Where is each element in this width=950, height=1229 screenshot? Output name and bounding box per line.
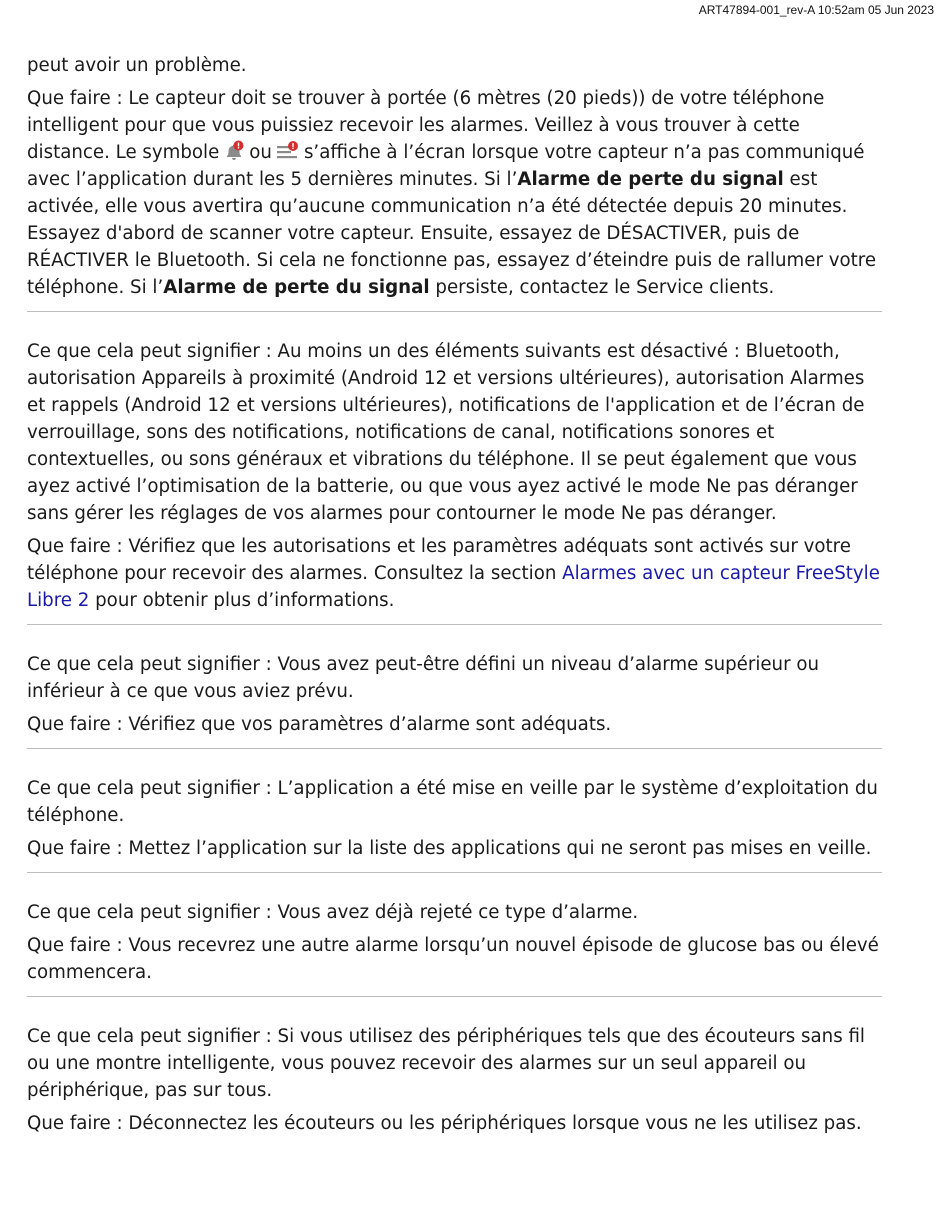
signal-todo-part-2: s’affiche à l’écran lorsque votre capteur n’a pas communiqué avec l’application durant les 5 dernières minutes. Si l’ [27, 142, 865, 190]
sleep-meaning: Ce que cela peut signifier : L’application a été mise en veille par le système d’exploitation du téléphone. [27, 778, 878, 826]
alarms-section-link[interactable]: Alarmes avec un capteur FreeStyle Libre 2 [27, 563, 880, 611]
dismissed-meaning: Ce que cela peut signifier : Vous avez déjà rejeté ce type d’alarme. [27, 902, 639, 923]
section-divider [27, 311, 882, 312]
sleep-what-to-do: Que faire : Mettez l’application sur la liste des applications qui ne seront pas mises en veille. [27, 838, 872, 859]
peripherals-what-to-do: Que faire : Déconnectez les écouteurs ou les périphériques lorsque vous ne les utilisez pas. [27, 1113, 862, 1134]
list-alert-icon [276, 140, 300, 162]
section-divider [27, 996, 882, 997]
signal-todo-part-4: persiste, contactez le Service clients. [429, 277, 775, 298]
levels-meaning: Ce que cela peut signifier : Vous avez peut-être défini un niveau d’alarme supérieur ou inférieur à ce que vous aviez prévu. [27, 654, 819, 702]
or-word: ou [249, 142, 272, 163]
section-divider [27, 748, 882, 749]
signal-todo-part-3: est activée, elle vous avertira qu’aucune communication n’a été détectée depuis 20 minutes. Essayez d'abord de scanner votre capteur. Ensuite, essayez de DÉSACTIVER, puis de RÉACTIVER le Bluetooth. Si cela ne fonctionne pas, essayez d’éteindre puis de rallumer votre téléphone. Si l’ [27, 169, 877, 298]
permissions-todo-after: pour obtenir plus d’informations. [89, 590, 395, 611]
peripherals-meaning: Ce que cela peut signifier : Si vous utilisez des périphériques tels que des écouteurs sans fil ou une montre intelligente, vous pouvez recevoir des alarmes sur un seul appareil ou périphérique, pas sur tous. [27, 1026, 865, 1101]
lead-text: peut avoir un problème. [27, 55, 247, 76]
section-divider [27, 624, 882, 625]
signal-loss-alarm-term: Alarme de perte du signal [517, 169, 784, 190]
permissions-what-to-do [27, 533, 882, 614]
permissions-todo-before: Que faire : Vérifiez que les autorisations et les paramètres adéquats sont activés sur votre téléphone pour recevoir des alarmes. Consultez la section [27, 536, 851, 584]
signal-what-to-do [27, 85, 882, 301]
document-body [27, 52, 882, 1137]
levels-what-to-do: Que faire : Vérifiez que vos paramètres d’alarme sont adéquats. [27, 714, 612, 735]
signal-todo-part-1: Que faire : Le capteur doit se trouver à portée (6 mètres (20 pieds)) de votre téléphone intelligent pour que vous puissiez recevoir les alarmes. Veillez à vous trouver à cette distance. Le symbole [27, 88, 825, 163]
section-divider [27, 872, 882, 873]
permissions-meaning: Ce que cela peut signifier : Au moins un des éléments suivants est désactivé : Bluetooth, autorisation Appareils à proximité (Android 12 et versions ultérieures), autorisation Alarmes et rappels (Android 12 et versions ultérieures), notifications de l'application et de l’écran de verrouillage, sons des notifications, notifications de canal, notifications sonores et contextuelles, ou sons généraux et vibrations du téléphone. Il se peut également que vous ayez activé l’optimisation de la batterie, ou que vous ayez activé le mode Ne pas déranger sans gérer les réglages de vos alarmes pour contourner le mode Ne pas déranger. [27, 341, 865, 524]
signal-loss-alarm-term-2: Alarme de perte du signal [163, 277, 430, 298]
bell-alert-icon [223, 140, 245, 162]
document-reference: ART47894-001_rev-A 10:52am 05 Jun 2023 [698, 3, 934, 17]
dismissed-what-to-do: Que faire : Vous recevrez une autre alarme lorsqu’un nouvel épisode de glucose bas ou élevé commencera. [27, 935, 879, 983]
